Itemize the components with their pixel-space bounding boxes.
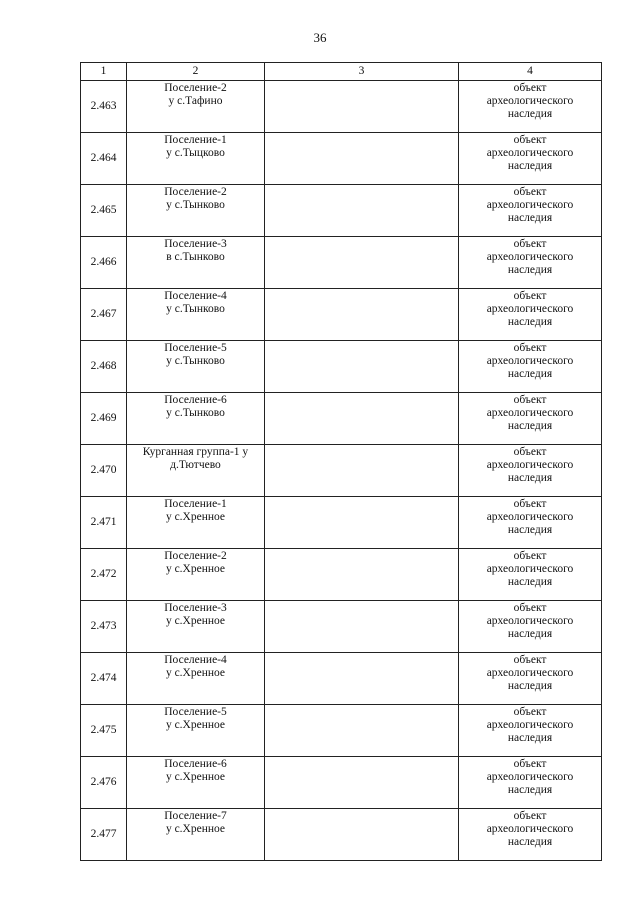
- object-name-line: Поселение-3: [164, 238, 227, 250]
- column-3-cell: [265, 445, 459, 497]
- object-type-line: объект: [513, 810, 547, 822]
- row-number: 2.471: [81, 497, 127, 549]
- object-location-line: у с.Тафино: [168, 95, 223, 107]
- object-type-cell: [459, 445, 602, 497]
- column-3-cell: [265, 497, 459, 549]
- row-number: 2.467: [81, 289, 127, 341]
- table-row: [81, 185, 602, 237]
- table-row: [81, 497, 602, 549]
- object-name-line: Поселение-2: [164, 186, 227, 198]
- object-location-line: в с.Тынково: [166, 251, 225, 263]
- row-number: 2.475: [81, 705, 127, 757]
- table-row: [81, 133, 602, 185]
- table-row: [81, 809, 602, 861]
- object-type-line: наследия: [507, 108, 553, 120]
- row-number: 2.473: [81, 601, 127, 653]
- object-location-line: д.Тютчево: [170, 459, 221, 471]
- object-type-line: объект: [513, 654, 547, 666]
- object-type-line: наследия: [507, 524, 553, 536]
- object-name-cell: [127, 809, 265, 861]
- object-type-cell: [459, 809, 602, 861]
- object-type-line: наследия: [507, 160, 553, 172]
- row-number: 2.477: [81, 809, 127, 861]
- column-header-3: 3: [265, 63, 459, 81]
- object-type-line: объект: [513, 550, 547, 562]
- object-type-line: археологического: [486, 303, 574, 315]
- object-type-line: археологического: [486, 511, 574, 523]
- row-number: 2.476: [81, 757, 127, 809]
- object-location-line: у с.Тынково: [166, 355, 225, 367]
- column-3-cell: [265, 809, 459, 861]
- object-type-line: археологического: [486, 251, 574, 263]
- object-name-cell: [127, 81, 265, 133]
- object-type-cell: [459, 757, 602, 809]
- object-name-cell: [127, 393, 265, 445]
- object-type-line: археологического: [486, 407, 574, 419]
- object-name-cell: [127, 445, 265, 497]
- column-3-cell: [265, 757, 459, 809]
- object-type-cell: [459, 601, 602, 653]
- object-location-line: у с.Хренное: [165, 719, 226, 731]
- object-name-line: Поселение-5: [164, 342, 227, 354]
- table-row: [81, 653, 602, 705]
- object-type-line: археологического: [486, 615, 574, 627]
- object-name-line: Поселение-1: [164, 498, 227, 510]
- object-type-line: наследия: [507, 264, 553, 276]
- object-name-line: Поселение-1: [164, 134, 227, 146]
- object-name-line: Поселение-4: [164, 654, 227, 666]
- object-name-cell: [127, 549, 265, 601]
- object-location-line: у с.Хренное: [165, 615, 226, 627]
- object-name-line: Поселение-2: [164, 550, 227, 562]
- column-3-cell: [265, 237, 459, 289]
- object-name-cell: [127, 757, 265, 809]
- table-row: [81, 549, 602, 601]
- table-header-row: [81, 63, 602, 81]
- object-type-line: объект: [513, 290, 547, 302]
- object-type-cell: [459, 497, 602, 549]
- object-type-line: наследия: [507, 316, 553, 328]
- object-name-line: Курганная группа-1 у: [142, 446, 249, 458]
- object-type-line: наследия: [507, 732, 553, 744]
- object-type-line: объект: [513, 706, 547, 718]
- table-row: [81, 445, 602, 497]
- object-type-line: объект: [513, 758, 547, 770]
- object-name-cell: [127, 133, 265, 185]
- object-name-line: Поселение-3: [164, 602, 227, 614]
- object-name-cell: [127, 341, 265, 393]
- column-3-cell: [265, 289, 459, 341]
- row-number: 2.465: [81, 185, 127, 237]
- object-type-line: наследия: [507, 212, 553, 224]
- table-row: [81, 289, 602, 341]
- object-name-line: Поселение-6: [164, 758, 227, 770]
- object-location-line: у с.Тынково: [166, 303, 225, 315]
- object-type-line: наследия: [507, 680, 553, 692]
- object-name-line: Поселение-2: [164, 82, 227, 94]
- object-type-line: объект: [513, 498, 547, 510]
- object-location-line: у с.Хренное: [165, 771, 226, 783]
- row-number: 2.474: [81, 653, 127, 705]
- object-name-cell: [127, 653, 265, 705]
- object-location-line: у с.Хренное: [165, 511, 226, 523]
- object-type-cell: [459, 705, 602, 757]
- column-3-cell: [265, 705, 459, 757]
- table-row: [81, 341, 602, 393]
- object-type-cell: [459, 341, 602, 393]
- table-row: [81, 601, 602, 653]
- object-type-line: археологического: [486, 667, 574, 679]
- column-3-cell: [265, 601, 459, 653]
- object-location-line: у с.Тынково: [166, 199, 225, 211]
- column-header-1: 1: [81, 63, 127, 81]
- column-3-cell: [265, 393, 459, 445]
- object-name-line: Поселение-4: [164, 290, 227, 302]
- object-name-cell: [127, 705, 265, 757]
- table-row: [81, 757, 602, 809]
- row-number: 2.472: [81, 549, 127, 601]
- object-type-line: объект: [513, 186, 547, 198]
- object-type-cell: [459, 549, 602, 601]
- column-3-cell: [265, 185, 459, 237]
- object-name-cell: [127, 601, 265, 653]
- column-3-cell: [265, 81, 459, 133]
- row-number: 2.464: [81, 133, 127, 185]
- object-type-line: наследия: [507, 368, 553, 380]
- row-number: 2.463: [81, 81, 127, 133]
- object-type-line: археологического: [486, 355, 574, 367]
- object-type-line: археологического: [486, 199, 574, 211]
- object-location-line: у с.Тынково: [166, 407, 225, 419]
- object-type-line: объект: [513, 342, 547, 354]
- object-type-cell: [459, 133, 602, 185]
- object-location-line: у с.Хренное: [165, 823, 226, 835]
- object-type-line: объект: [513, 602, 547, 614]
- object-location-line: у с.Хренное: [165, 667, 226, 679]
- object-type-cell: [459, 237, 602, 289]
- page-number: 36: [313, 30, 327, 45]
- object-type-cell: [459, 185, 602, 237]
- table-row: [81, 705, 602, 757]
- row-number: 2.469: [81, 393, 127, 445]
- column-header-2: 2: [127, 63, 265, 81]
- table-row: [81, 237, 602, 289]
- object-type-cell: [459, 289, 602, 341]
- column-3-cell: [265, 549, 459, 601]
- object-type-line: объект: [513, 82, 547, 94]
- object-type-line: наследия: [507, 836, 553, 848]
- object-type-cell: [459, 653, 602, 705]
- object-type-line: наследия: [507, 784, 553, 796]
- object-type-line: объект: [513, 134, 547, 146]
- column-3-cell: [265, 653, 459, 705]
- object-name-line: Поселение-5: [164, 706, 227, 718]
- object-type-line: объект: [513, 394, 547, 406]
- object-name-cell: [127, 237, 265, 289]
- object-name-cell: [127, 289, 265, 341]
- object-name-cell: [127, 497, 265, 549]
- object-location-line: у с.Хренное: [165, 563, 226, 575]
- object-type-line: археологического: [486, 95, 574, 107]
- object-type-line: объект: [513, 446, 547, 458]
- object-name-cell: [127, 185, 265, 237]
- column-header-4: 4: [459, 63, 602, 81]
- row-number: 2.470: [81, 445, 127, 497]
- table-row: [81, 81, 602, 133]
- table-row: [81, 393, 602, 445]
- object-type-line: археологического: [486, 147, 574, 159]
- object-type-line: археологического: [486, 719, 574, 731]
- object-type-line: наследия: [507, 420, 553, 432]
- column-3-cell: [265, 133, 459, 185]
- object-name-line: Поселение-6: [164, 394, 227, 406]
- row-number: 2.468: [81, 341, 127, 393]
- table-body: [81, 81, 602, 861]
- object-type-cell: [459, 393, 602, 445]
- column-3-cell: [265, 341, 459, 393]
- object-location-line: у с.Тыцково: [166, 147, 225, 159]
- object-type-line: археологического: [486, 771, 574, 783]
- object-type-line: наследия: [507, 472, 553, 484]
- object-type-line: наследия: [507, 576, 553, 588]
- object-type-line: объект: [513, 238, 547, 250]
- object-type-line: наследия: [507, 628, 553, 640]
- object-type-line: археологического: [486, 459, 574, 471]
- object-type-line: археологического: [486, 563, 574, 575]
- heritage-objects-table: [80, 62, 602, 861]
- object-type-line: археологического: [486, 823, 574, 835]
- row-number: 2.466: [81, 237, 127, 289]
- object-type-cell: [459, 81, 602, 133]
- object-name-line: Поселение-7: [164, 810, 227, 822]
